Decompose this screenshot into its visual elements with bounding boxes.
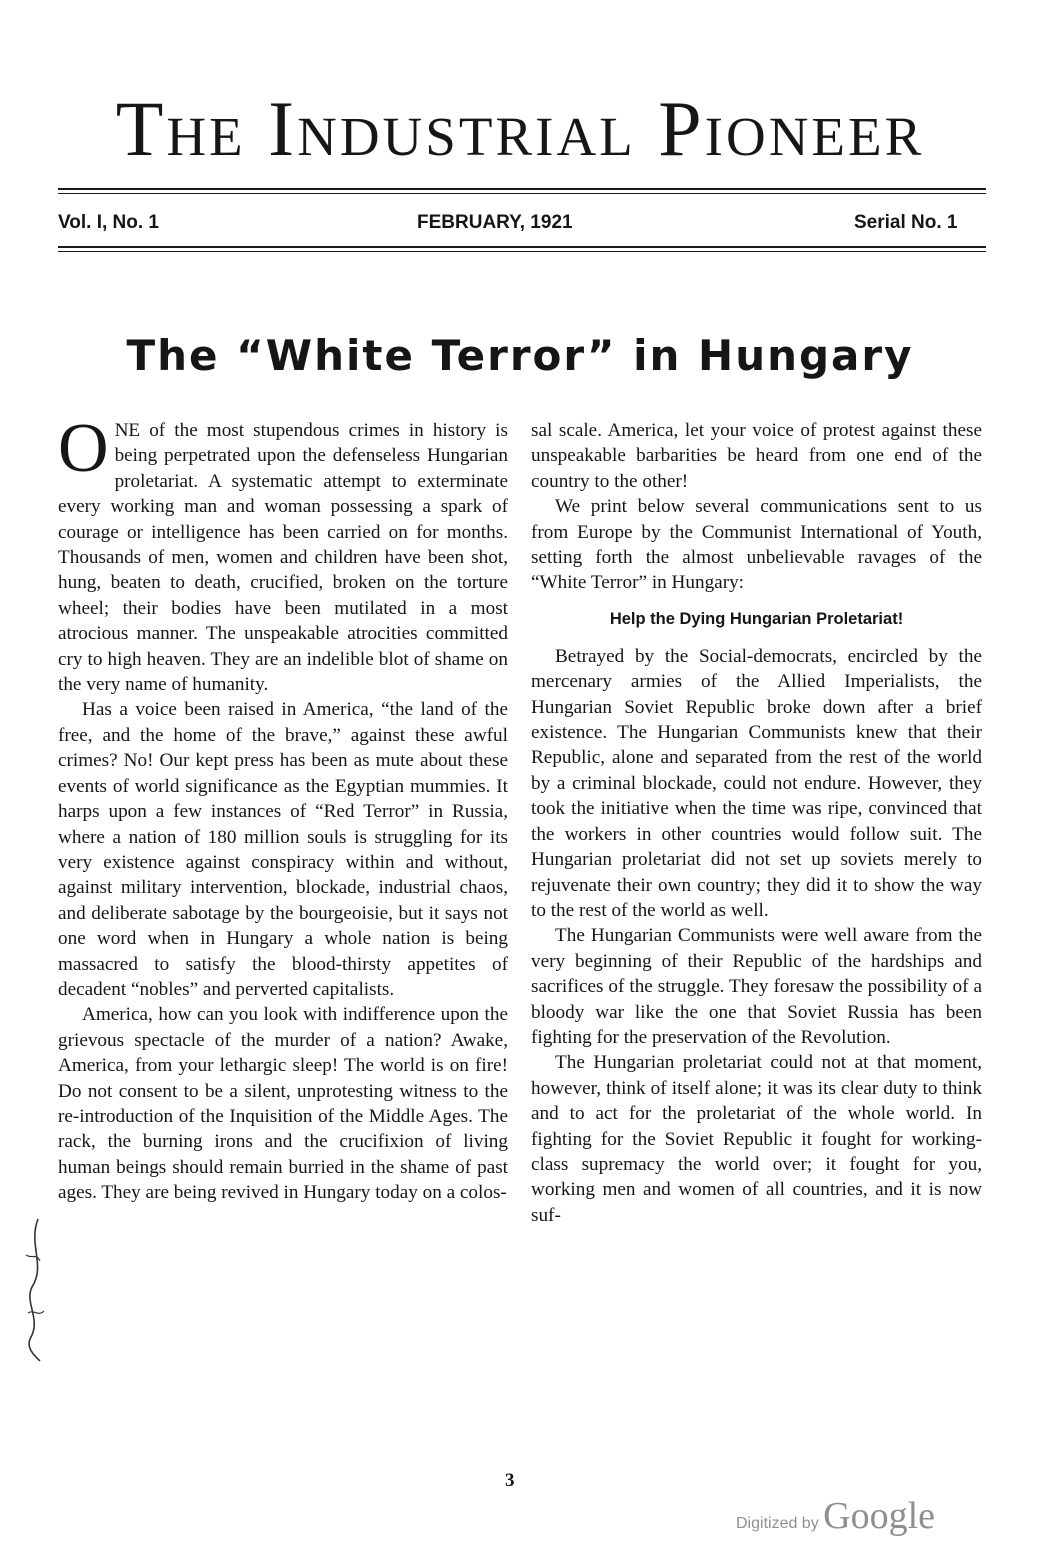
article-paragraph: Betrayed by the Social-democrats, encircled by the mercenary armies of the Allied Imperialists, the Hungarian Soviet Republic broke down after a brief existence. The Hungarian Communists knew that their Republic, alone and separated from the rest of the world by a criminal blockade, could not endure. However, they took the initiative when the time was ripe, convinced that the workers in other countries would follow suit. The Hungarian proletariat did not set up soviets merely to rejuvenate their own country; they did it to show the way to the rest of the world as well. xyxy=(531,645,982,921)
issue-date: FEBRUARY, 1921 xyxy=(417,212,573,233)
masthead-title: The Industrial Pioneer xyxy=(115,85,925,172)
article-paragraph: America, how can you look with indifference upon the grievous spectacle of the murder of a nation? Awake, America, from your lethargic sleep! The world is on fire! Do not consent to be a silent, unprotesting witness to the re-introduction of the Inquisition of the Middle Ages. The rack, the burning irons and the crucifixion of living human beings should remain burried in the shame of past ages. They are being revived in Hungary today on a colos- xyxy=(58,1004,508,1204)
issue-rule-bottom-thin xyxy=(58,251,986,252)
issue-volume: Vol. I, No. 1 xyxy=(58,212,159,233)
article-column-right xyxy=(531,418,982,1228)
issue-rule-bottom xyxy=(58,246,986,248)
article-paragraph: We print below several communications sent to us from Europe by the Communist International of Youth, setting forth the almost unbelievable ravages of the “White Terror” in Hungary: xyxy=(531,496,982,594)
issue-serial: Serial No. 1 xyxy=(854,212,958,233)
section-subheading: Help the Dying Hungarian Proletariat! xyxy=(609,609,904,628)
handwritten-margin-mark xyxy=(18,1215,52,1365)
article-headline: The “White Terror” in Hungary xyxy=(126,331,914,380)
drop-cap: O xyxy=(58,410,109,487)
digitized-by-watermark xyxy=(736,1494,935,1538)
article-paragraph xyxy=(58,410,508,697)
digitized-brand: Google xyxy=(823,1495,936,1537)
page-number: 3 xyxy=(505,1470,515,1491)
digitized-prefix: Digitized by xyxy=(736,1515,819,1532)
masthead-rule-top xyxy=(58,188,986,190)
article-paragraph: The Hungarian proletariat could not at that moment, however, think of itself alone; it was its clear duty to think and to act for the proletariat of the whole world. In fighting for the Soviet Republic it fought for working-class supremacy the world over; it fought for you, working men and women of all countries, and it is now suf- xyxy=(531,1052,982,1226)
masthead-rule-top-thin xyxy=(58,193,986,194)
article-paragraph: Has a voice been raised in America, “the land of the free, and the home of the brave,” against these awful crimes? No! Our kept press has been as mute about these events of world significance as the Egyptian mummies. It harps upon a few instances of “Red Terror” in Russia, where a nation of 180 million souls is struggling for its very existence against conspiracy within and without, against military intervention, blockade, industrial chaos, and deliberate sabotage by the bourgeoisie, but it says not one word when in Hungary a whole nation is being massacred to satisfy the blood-thirsty appetites of decadent “nobles” and perverted capitalists. xyxy=(58,699,508,1000)
article-column-left xyxy=(58,410,508,1206)
paragraph-text: NE of the most stupendous crimes in history is being perpetrated upon the defenseless Hungarian proletariat. A systematic attempt to exterminate every working man and woman possessing a spark of courage or intelligence has been carried on for months. Thousands of men, women and children have been shot, hung, beaten to death, crucified, broken on the torture wheel; their bodies have been mutilated in a most atrocious manner. The unspeakable atrocities committed cry to high heaven. They are an indelible blot of shame on the very name of humanity. xyxy=(58,420,508,696)
article-paragraph: sal scale. America, let your voice of protest against these unspeakable barbarities be heard from one end of the country to the other! xyxy=(531,420,982,492)
article-paragraph: The Hungarian Communists were well aware from the very beginning of their Republic of the hardships and sacrifices of the struggle. They foresaw the possibility of a bloody war like the one that Soviet Russia has been fighting for the preservation of the Revolution. xyxy=(531,925,982,1048)
